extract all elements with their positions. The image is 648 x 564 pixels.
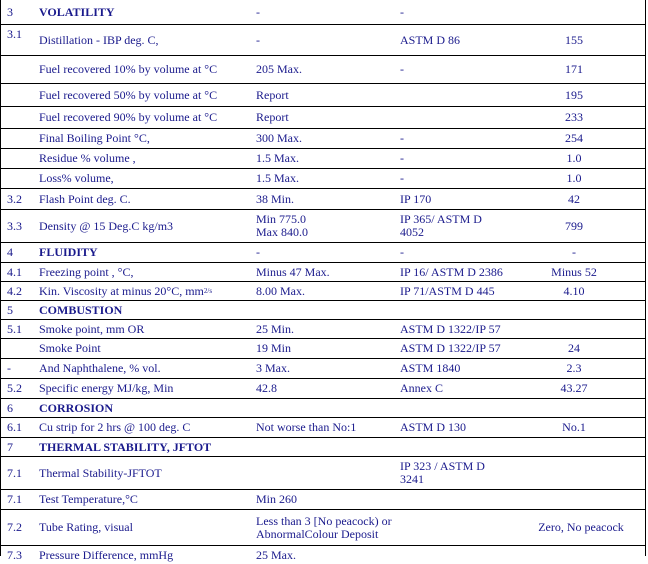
specification-cell: 25 Max. [256,547,296,562]
test-method-cell: IP 71/ASTM D 445 [400,283,495,298]
result-cell: 42 [568,191,580,206]
specification-cell: Min 775.0 Max 840.0 [256,212,308,239]
row-number [7,84,37,106]
specification-cell: 1.5 Max. [256,151,299,165]
property-label: Kin. Viscosity at minus 20°C, mm [39,283,204,298]
table-row [1,0,645,25]
test-method-cell: ASTM 1840 [400,361,461,375]
property-cell: Kin. Viscosity at minus 20°C, mm 2/s [39,283,213,298]
result-cell [501,457,647,489]
table-row [1,457,645,490]
table-row [1,510,645,546]
table-row [1,379,645,399]
result-cell [501,399,647,417]
result-cell: No.1 [562,420,586,434]
section-heading: VOLATILITY [39,4,115,19]
table-row [1,149,645,169]
result-cell: Minus 52 [551,264,597,279]
specification-cell: Less than 3 [No peacock) or AbnormalColour Deposit [256,513,392,541]
table-row [1,25,645,56]
result-cell [501,301,647,319]
result-cell: 171 [565,62,583,76]
table-row [1,56,645,84]
test-method-cell: ASTM D 86 [400,32,461,47]
table-row [1,189,645,210]
table-row [1,438,645,457]
property-cell: Residue % volume , [39,151,136,165]
table-row [1,243,645,263]
table-row [1,169,645,189]
table-row [1,546,645,564]
test-method-cell: ASTM D 1322/IP 57 [400,321,501,336]
row-number: 3.2 [7,191,22,206]
row-number [7,56,37,83]
specification-cell: 1.5 Max. [256,171,299,185]
specification-cell: 38 Min. [256,191,295,206]
test-method-cell: ASTM D 1322/IP 57 [400,341,501,355]
table-row [1,339,645,359]
row-number: 5.1 [7,321,22,336]
specification-cell: Report [256,110,289,124]
result-cell [501,546,647,564]
specification-cell: 19 Min [256,341,292,355]
row-number: 7.2 [7,520,22,534]
specification-cell: - [256,245,260,259]
property-cell: Fuel recovered 90% by volume at °C [39,110,218,124]
row-number: 7.1 [7,465,22,480]
result-cell: 233 [565,110,583,124]
test-method-cell [400,510,526,545]
test-method-cell: - [400,151,404,165]
section-heading: THERMAL STABILITY, JFTOT [39,439,212,454]
specification-cell: 3 Max. [256,361,290,375]
section-heading: CORROSION [39,400,114,415]
test-method-cell: ASTM D 130 [400,420,467,434]
result-cell [501,438,647,456]
row-number [7,129,37,148]
result-cell: 155 [565,32,583,47]
test-method-cell: - [400,4,404,19]
result-cell [501,320,647,338]
specification-cell: Report [256,87,289,102]
specification-cell: Not worse than No:1 [256,420,357,434]
result-cell: 799 [565,218,583,233]
result-cell: Zero, No peacock [538,520,624,534]
specification-cell: Min 260 [256,492,298,506]
result-cell: 43.27 [560,381,588,395]
table-row [1,399,645,418]
result-cell [501,490,647,509]
row-number: 5.2 [7,381,22,395]
specification-cell [256,457,396,489]
specification-cell [256,438,396,456]
property-cell: Thermal Stability-JFTOT [39,465,162,480]
result-cell: 1.0 [566,151,582,165]
row-number: 4.2 [7,283,22,298]
table-row [1,210,645,243]
test-method-cell: - [400,131,404,145]
test-method-cell: IP 170 [400,191,432,206]
row-number: 3.1 [7,27,22,41]
test-method-cell: IP 16/ ASTM D 2386 [400,264,503,279]
property-cell: Fuel recovered 50% by volume at °C [39,87,218,102]
property-cell: Freezing point , °C, [39,264,134,279]
row-number: 4 [7,245,13,259]
result-cell: - [572,245,576,259]
specification-cell: 8.00 Max. [256,283,305,298]
property-cell: Tube Rating, visual [39,520,133,534]
row-number: - [7,361,11,375]
property-cell: Cu strip for 2 hrs @ 100 deg. C [39,420,191,434]
specification-cell: Minus 47 Max. [256,264,330,279]
specification-cell: - [256,4,260,19]
row-number [7,149,37,168]
table-row [1,129,645,149]
specification-cell: 205 Max. [256,62,302,76]
section-heading: FLUIDITY [39,245,98,259]
row-number: 3 [7,4,13,19]
table-row [1,418,645,438]
row-number: 7.3 [7,547,22,562]
table-row [1,490,645,510]
row-number: 7.1 [7,492,22,506]
result-cell: 195 [565,87,583,102]
test-method-cell: - [400,171,404,185]
property-cell: Smoke Point [39,341,101,355]
test-method-cell: IP 323 / ASTM D 3241 [400,459,485,486]
result-cell: 24 [568,341,580,355]
table-row [1,301,645,320]
table-row [1,359,645,379]
row-number [7,339,37,358]
row-number: 4.1 [7,264,22,279]
property-cell: Loss% volume, [39,171,114,185]
property-cell: Smoke point, mm OR [39,321,145,336]
specification-cell: - [256,32,260,47]
test-method-cell: - [400,62,404,76]
row-number: 5 [7,302,13,317]
property-cell: Pressure Difference, mmHg [39,547,174,562]
property-cell: Fuel recovered 10% by volume at °C [39,62,218,76]
test-method-cell: Annex C [400,381,443,395]
property-cell: And Naphthalene, % vol. [39,361,161,375]
row-number: 6.1 [7,420,22,434]
result-cell: 1.0 [566,171,582,185]
result-cell: 254 [565,131,583,145]
property-cell: Specific energy MJ/kg, Min [39,381,174,395]
specification-cell [256,399,396,417]
table-row [1,107,645,129]
test-method-cell: - [400,245,404,259]
property-cell: Final Boiling Point °C, [39,131,150,145]
specification-cell: 25 Min. [256,321,295,336]
specification-cell [256,301,396,319]
property-cell: Density @ 15 Deg.C kg/m3 [39,218,174,233]
test-method-cell: IP 365/ ASTM D 4052 [400,212,482,239]
property-cell: Test Temperature,°C [39,492,138,506]
row-number [7,169,37,188]
table-row [1,263,645,282]
specification-cell: 42.8 [256,381,277,395]
property-cell: Flash Point deg. C. [39,191,131,206]
table-row [1,84,645,107]
row-number: 7 [7,439,13,454]
property-cell: Distillation - IBP deg. C, [39,32,159,47]
section-heading: COMBUSTION [39,302,123,317]
row-number [7,107,37,128]
row-number: 3.3 [7,218,22,233]
result-cell [501,0,647,24]
table-row [1,282,645,301]
row-number: 6 [7,400,13,415]
result-cell: 2.3 [566,361,582,375]
table-row [1,320,645,339]
result-cell: 4.10 [563,283,585,298]
specification-cell: 300 Max. [256,131,302,145]
